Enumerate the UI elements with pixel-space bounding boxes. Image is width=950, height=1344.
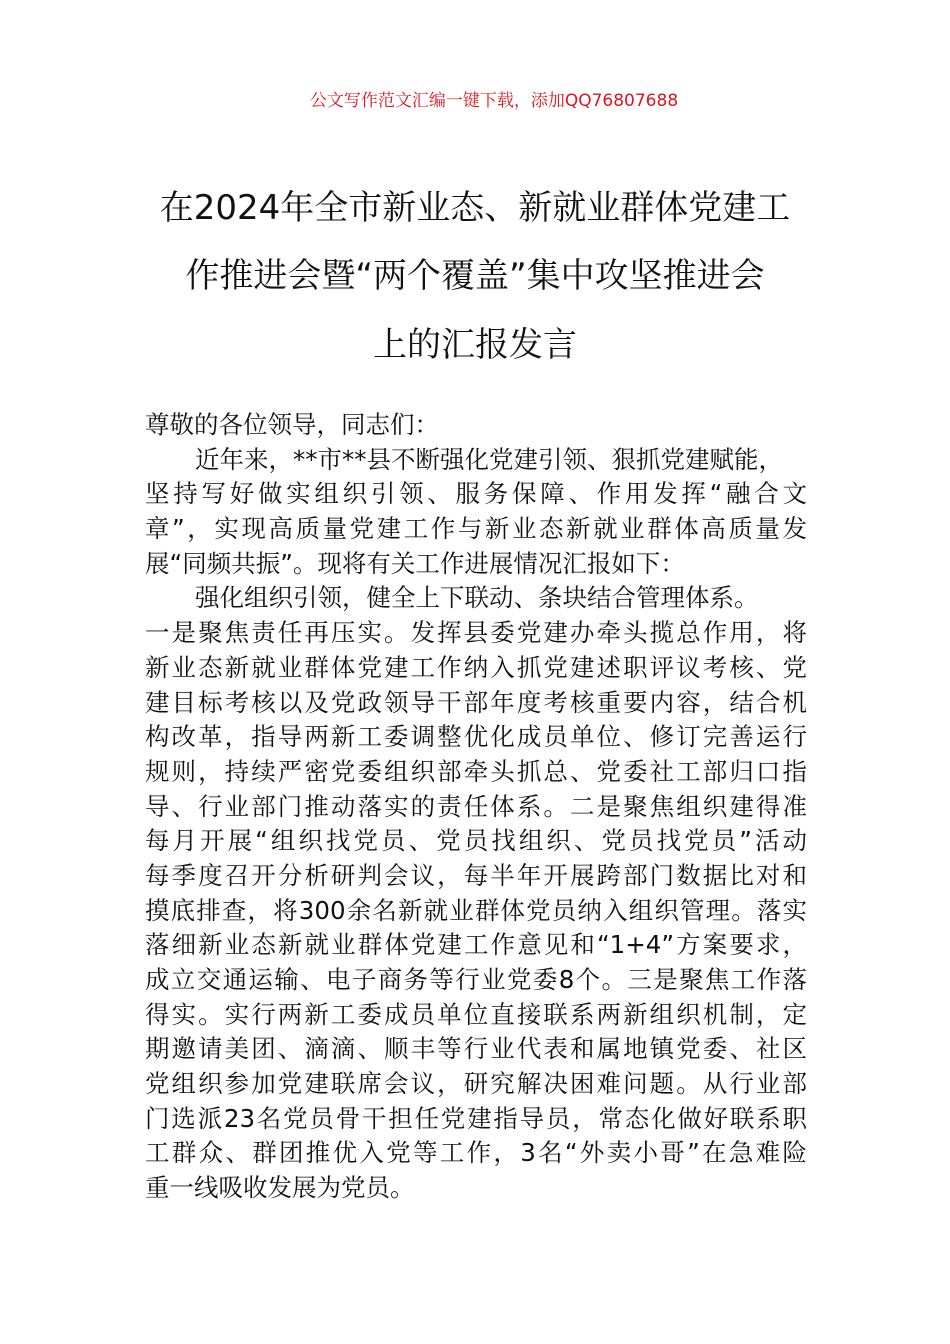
body-line: 坚持写好做实组织引领、服务保障、作用发挥“融合文: [145, 479, 807, 509]
body-line: 新业态新就业群体党建工作纳入抓党建述职评议考核、党: [145, 652, 807, 682]
body-line: 落细新业态新就业群体党建工作意见和“1+4”方案要求，: [145, 930, 807, 960]
body-line: 党组织参加党建联席会议，研究解决困难问题。从行业部: [145, 1069, 807, 1099]
body-line: 构改革，指导两新工委调整优化成员单位、修订完善运行: [145, 722, 807, 752]
body-line: 成立交通运输、电子商务等行业党委8个。三是聚焦工作落: [145, 965, 807, 994]
document-title-line-2: 作推进会暨“两个覆盖”集中攻坚推进会: [185, 256, 765, 296]
body-line: 规则，持续严密党委组织部牵头抓总、党委社工部归口指: [145, 756, 807, 786]
body-line: 每月开展“组织找党员、党员找组织、党员找党员”活动: [145, 826, 807, 856]
document-title-line-1: 在2024年全市新业态、新就业群体党建工: [159, 188, 791, 228]
body-line: 每季度召开分析研判会议，每半年开展跨部门数据比对和: [145, 860, 807, 890]
section-heading-line: 强化组织引领，健全上下联动、条块结合管理体系。: [195, 583, 759, 613]
body-line: 近年来，**市**县不断强化党建引领、狠抓党建赋能，: [195, 444, 783, 474]
body-line: 摸底排查，将300余名新就业群体党员纳入组织管理。落实: [145, 895, 807, 925]
body-line: 建目标考核以及党政领导干部年度考核重要内容，结合机: [145, 687, 807, 717]
body-line: 章”，实现高质量党建工作与新业态新就业群体高质量发: [145, 514, 807, 544]
document-body: [145, 408, 807, 1206]
promo-header: 公文写作范文汇编一键下载，添加QQ76807688: [309, 91, 679, 111]
document-title-line-3: 上的汇报发言: [373, 325, 577, 365]
body-line: 得实。实行两新工委成员单位直接联系两新组织机制，定: [145, 999, 807, 1029]
body-line: 导、行业部门推动落实的责任体系。二是聚焦组织建得准: [145, 791, 807, 821]
body-line: 门选派23名党员骨干担任党建指导员，常态化做好联系职: [145, 1103, 807, 1133]
body-line: 期邀请美团、滴滴、顺丰等行业代表和属地镇党委、社区: [145, 1034, 807, 1064]
body-line: 工群众、群团推优入党等工作，3名“外卖小哥”在急难险: [145, 1138, 807, 1168]
body-line: 一是聚焦责任再压实。发挥县委党建办牵头揽总作用，将: [145, 618, 807, 648]
salutation: 尊敬的各位领导，同志们：: [145, 410, 439, 439]
body-line: 展“同频共振”。现将有关工作进展情况汇报如下：: [145, 548, 685, 578]
body-line: 重一线吸收发展为党员。: [145, 1173, 415, 1203]
